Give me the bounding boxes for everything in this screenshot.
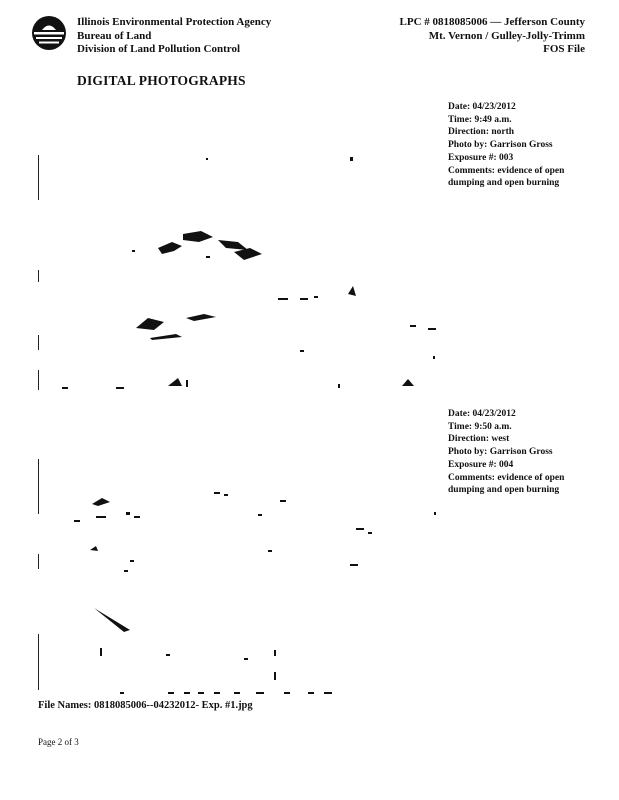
photo-2-caption: [448, 408, 588, 497]
file-names: File Names: 0818085006--04232012- Exp. #1.jpg: [38, 700, 253, 711]
photo-1-exposure: Exposure #: 003: [448, 152, 514, 163]
bureau-name: Bureau of Land: [77, 29, 152, 42]
photograph-2: [38, 404, 440, 696]
photo-1-comments: Comments: evidence of open dumping and open burning: [448, 165, 565, 189]
page-number: Page 2 of 3: [38, 737, 79, 747]
lpc-number: LPC # 0818085006 — Jefferson County: [399, 16, 585, 28]
photo-1-date: Date: 04/23/2012: [448, 102, 516, 112]
photo-1-direction: Direction: north: [448, 127, 515, 138]
file-type: FOS File: [543, 43, 585, 55]
photo-2-date: Date: 04/23/2012: [448, 409, 516, 419]
agency-name: Illinois Environmental Protection Agency: [77, 16, 272, 28]
division-name: Division of Land Pollution Control: [77, 43, 240, 55]
site-name: Mt. Vernon / Gulley-Jolly-Trimm: [428, 29, 585, 42]
agency-logo: [31, 15, 67, 51]
page-title: DIGITAL PHOTOGRAPHS: [77, 73, 246, 88]
site-block: [400, 16, 585, 57]
photo-2-comments: Comments: evidence of open dumping and open burning: [448, 472, 565, 496]
photo-1-caption: [448, 101, 588, 190]
photograph-1: [38, 100, 440, 395]
photo-2-time: Time: 9:50 a.m.: [448, 421, 512, 432]
photo-1-time: Time: 9:49 a.m.: [448, 114, 512, 125]
photo-2-direction: Direction: west: [448, 434, 510, 445]
photo-2-photographer: Photo by: Garrison Gross: [448, 447, 553, 458]
photo-2-exposure: Exposure #: 004: [448, 459, 514, 470]
photo-1-photographer: Photo by: Garrison Gross: [448, 140, 553, 151]
agency-block: [77, 16, 271, 57]
